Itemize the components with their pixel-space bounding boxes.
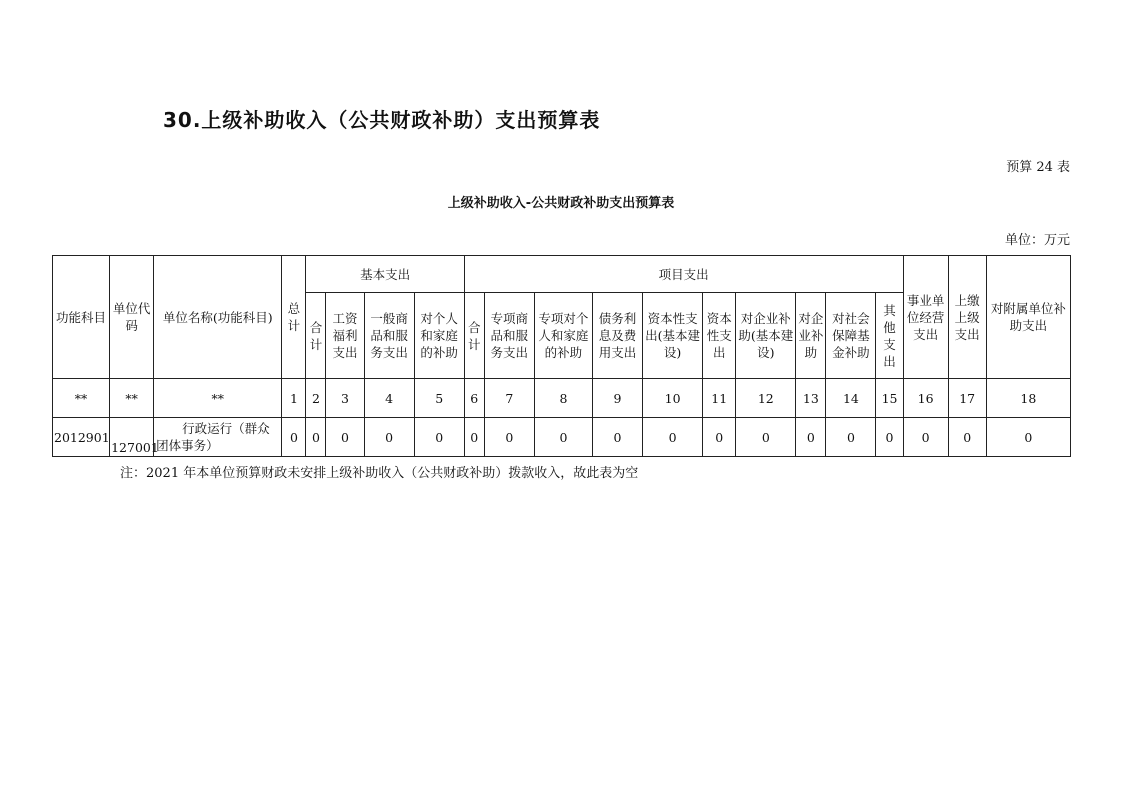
data-cell: 0: [326, 418, 364, 457]
header-basic-col: 一般商品和服务支出: [364, 293, 414, 379]
index-cell: 8: [534, 379, 592, 418]
index-cell: 5: [414, 379, 464, 418]
header-project-col: 专项商品和服务支出: [484, 293, 534, 379]
header-basic-col: 对个人和家庭的补助: [414, 293, 464, 379]
footnote: 注：2021 年本单位预算财政未安排上级补助收入（公共财政补助）拨款收入，故此表为空: [120, 466, 639, 481]
data-cell: 0: [703, 418, 736, 457]
data-cell: 0: [986, 418, 1070, 457]
header-project-col: 合计: [464, 293, 484, 379]
page-heading: 30.上级补助收入（公共财政补助）支出预算表: [163, 108, 601, 132]
data-cell: 0: [534, 418, 592, 457]
header-enterprise: 事业单位经营支出: [903, 256, 948, 379]
unit-label: 单位：万元: [1004, 233, 1070, 248]
index-cell: 6: [464, 379, 484, 418]
index-cell: 9: [592, 379, 642, 418]
data-cell: 0: [736, 418, 796, 457]
data-cell: 0: [903, 418, 948, 457]
index-cell: **: [110, 379, 154, 418]
header-unit-name: 单位名称(功能科目): [154, 256, 282, 379]
data-cell: 0: [796, 418, 826, 457]
data-cell: 0: [484, 418, 534, 457]
data-row: [53, 418, 1071, 457]
header-basic: 基本支出: [306, 256, 464, 293]
header-basic-col: 合计: [306, 293, 326, 379]
index-cell: 17: [948, 379, 986, 418]
header-upper: 上缴上级支出: [948, 256, 986, 379]
index-cell: 12: [736, 379, 796, 418]
index-cell: **: [154, 379, 282, 418]
header-project-col: 专项对个人和家庭的补助: [534, 293, 592, 379]
index-cell: 15: [876, 379, 903, 418]
data-cell: 0: [282, 418, 306, 457]
index-cell: 10: [643, 379, 703, 418]
header-project-col: 对企业补助(基本建设): [736, 293, 796, 379]
data-cell: 0: [414, 418, 464, 457]
data-cell: 0: [876, 418, 903, 457]
header-project-col: 其他支出: [876, 293, 903, 379]
data-cell-unit-name: 行政运行（群众团体事务）: [154, 418, 282, 457]
header-project-col: 资本性支出(基本建设): [643, 293, 703, 379]
header-project: 项目支出: [464, 256, 903, 293]
index-cell: 16: [903, 379, 948, 418]
data-cell: 0: [364, 418, 414, 457]
index-cell: 14: [826, 379, 876, 418]
header-row-1: [53, 256, 1071, 293]
form-number: 预算 24 表: [1006, 160, 1070, 175]
header-project-col: 对社会保障基金补助: [826, 293, 876, 379]
data-cell: 0: [306, 418, 326, 457]
index-cell: **: [53, 379, 110, 418]
budget-table: [52, 255, 1071, 457]
data-cell: 0: [643, 418, 703, 457]
index-cell: 18: [986, 379, 1070, 418]
data-cell: 0: [948, 418, 986, 457]
index-row: [53, 379, 1071, 418]
header-project-col: 债务利息及费用支出: [592, 293, 642, 379]
table-title: 上级补助收入-公共财政补助支出预算表: [447, 196, 675, 211]
header-unit-code: 单位代码: [110, 256, 154, 379]
data-cell-unit-code: 127001: [110, 418, 154, 457]
index-cell: 4: [364, 379, 414, 418]
index-cell: 13: [796, 379, 826, 418]
index-cell: 1: [282, 379, 306, 418]
data-cell: 0: [464, 418, 484, 457]
index-cell: 11: [703, 379, 736, 418]
data-cell: 0: [826, 418, 876, 457]
header-total: 总计: [282, 256, 306, 379]
index-cell: 7: [484, 379, 534, 418]
header-project-col: 资本性支出: [703, 293, 736, 379]
header-basic-col: 工资福利支出: [326, 293, 364, 379]
data-cell-func-subject: 2012901: [53, 418, 110, 457]
header-affiliated: 对附属单位补助支出: [986, 256, 1070, 379]
data-cell: 0: [592, 418, 642, 457]
index-cell: 2: [306, 379, 326, 418]
index-cell: 3: [326, 379, 364, 418]
header-func-subject: 功能科目: [53, 256, 110, 379]
header-project-col: 对企业补助: [796, 293, 826, 379]
